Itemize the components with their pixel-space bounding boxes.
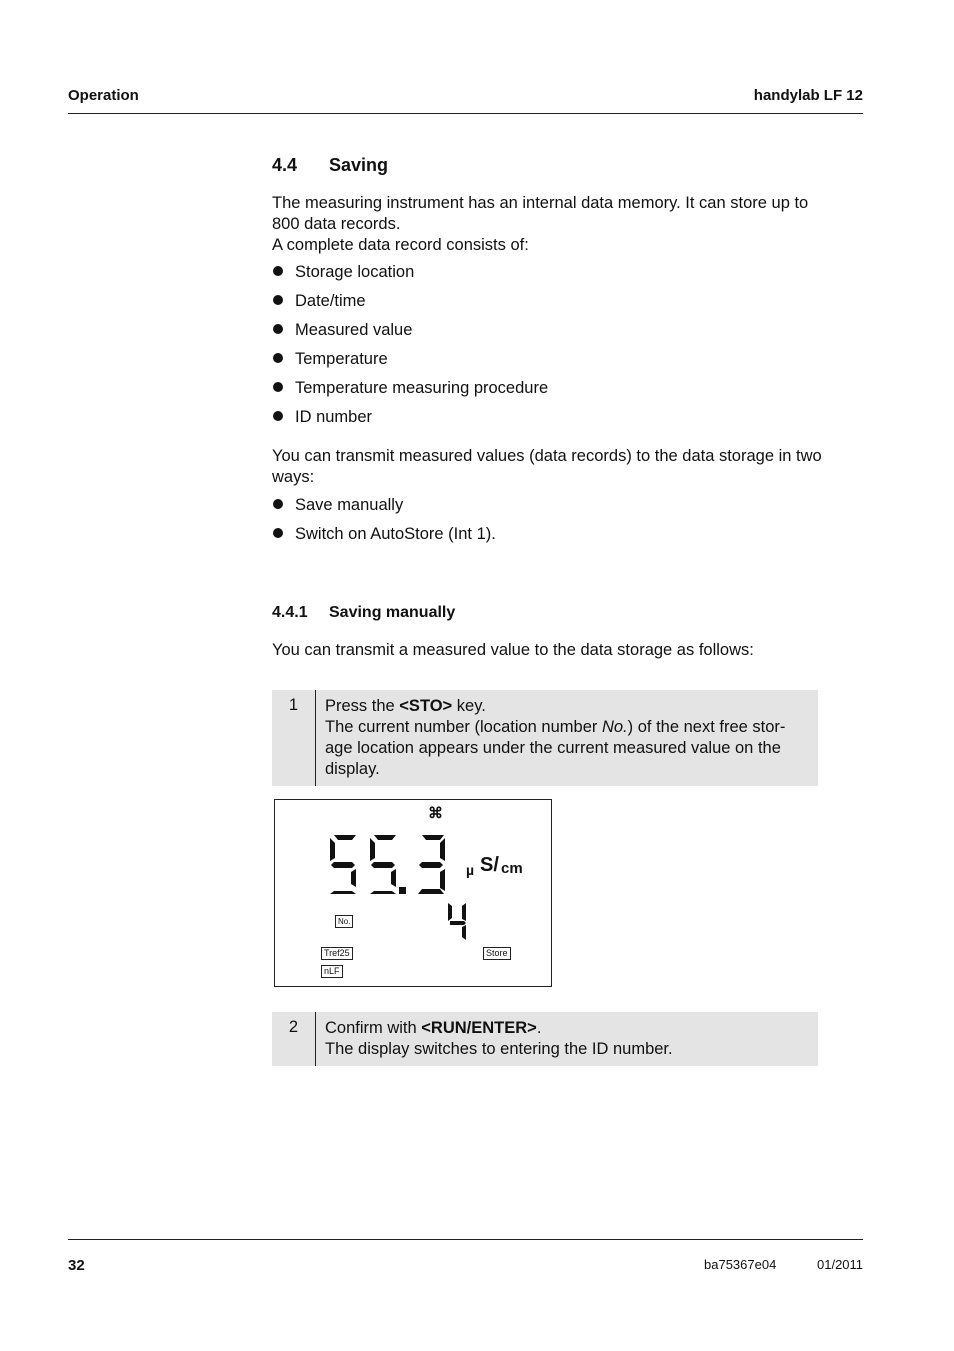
transmit-line-1: You can transmit measured values (data records) to the data storage in two [272, 447, 822, 465]
subsection-intro: You can transmit a measured value to the data storage as follows: [272, 641, 754, 659]
doc-number: ba75367e04 [704, 1257, 777, 1272]
nlf-indicator: nLF [321, 965, 343, 978]
bullet-icon [273, 499, 283, 509]
step-1 [272, 690, 818, 786]
step-text: Confirm with <RUN/ENTER>. The display switches to entering the ID number. [325, 1019, 673, 1058]
digit-5b [370, 835, 396, 894]
bullet-icon [273, 411, 283, 421]
intro-paragraph [272, 193, 808, 256]
bullet-icon [273, 295, 283, 305]
subsection-number: 4.4.1 [272, 604, 308, 621]
unit-cm: cm [501, 860, 523, 877]
run-enter-key: <RUN/ENTER> [421, 1019, 537, 1037]
intro-line-3: A complete data record consists of: [272, 236, 529, 254]
intro-line-1: The measuring instrument has an internal data memory. It can store up to [272, 194, 809, 212]
transmit-paragraph [272, 446, 822, 488]
header-product-name: handylab LF 12 [753, 87, 863, 104]
step-2 [272, 1012, 818, 1066]
step-number: 1 [272, 690, 316, 786]
list-item: Measured value [273, 321, 412, 340]
list-item: Switch on AutoStore (Int 1). [273, 525, 496, 544]
sto-key: <STO> [399, 697, 453, 715]
bullet-icon [273, 353, 283, 363]
section-title: Saving [329, 155, 389, 175]
transmit-line-2: ways: [272, 468, 315, 486]
header-rule [68, 113, 863, 114]
no-indicator: No. [335, 915, 353, 928]
bullet-icon [273, 266, 283, 276]
tref25-indicator: Tref25 [321, 947, 353, 960]
doc-date: 01/2011 [817, 1257, 864, 1272]
list-item: Storage location [273, 263, 414, 282]
unit-mu: µ [466, 862, 475, 878]
key-symbol-icon: ⌘ [428, 805, 443, 822]
section-number: 4.4 [272, 155, 298, 175]
list-item: Temperature [273, 350, 388, 369]
unit-siemens: S/ [480, 854, 499, 876]
decimal-point [399, 887, 406, 894]
digit-5a [330, 835, 356, 894]
list-item: ID number [273, 408, 372, 427]
store-indicator: Store [483, 947, 511, 960]
header-section-label: Operation [68, 87, 139, 104]
bullet-icon [273, 382, 283, 392]
digit-4-small [448, 903, 466, 940]
list-item: Date/time [273, 292, 366, 311]
lcd-display [274, 799, 552, 987]
page-number: 32 [68, 1257, 85, 1274]
bullet-icon [273, 324, 283, 334]
bullet-icon [273, 528, 283, 538]
list-item: Save manually [273, 496, 403, 515]
intro-line-2: 800 data records. [272, 215, 401, 233]
step-number: 2 [272, 1012, 316, 1066]
step-text: Press the <STO> key. The current number (location number No.) of the next free stor- age location appears under the current measured value on the display. [325, 697, 786, 778]
digit-3 [418, 835, 445, 894]
list-item: Temperature measuring procedure [273, 379, 548, 398]
subsection-title: Saving manually [329, 604, 456, 621]
footer-rule [68, 1239, 863, 1240]
